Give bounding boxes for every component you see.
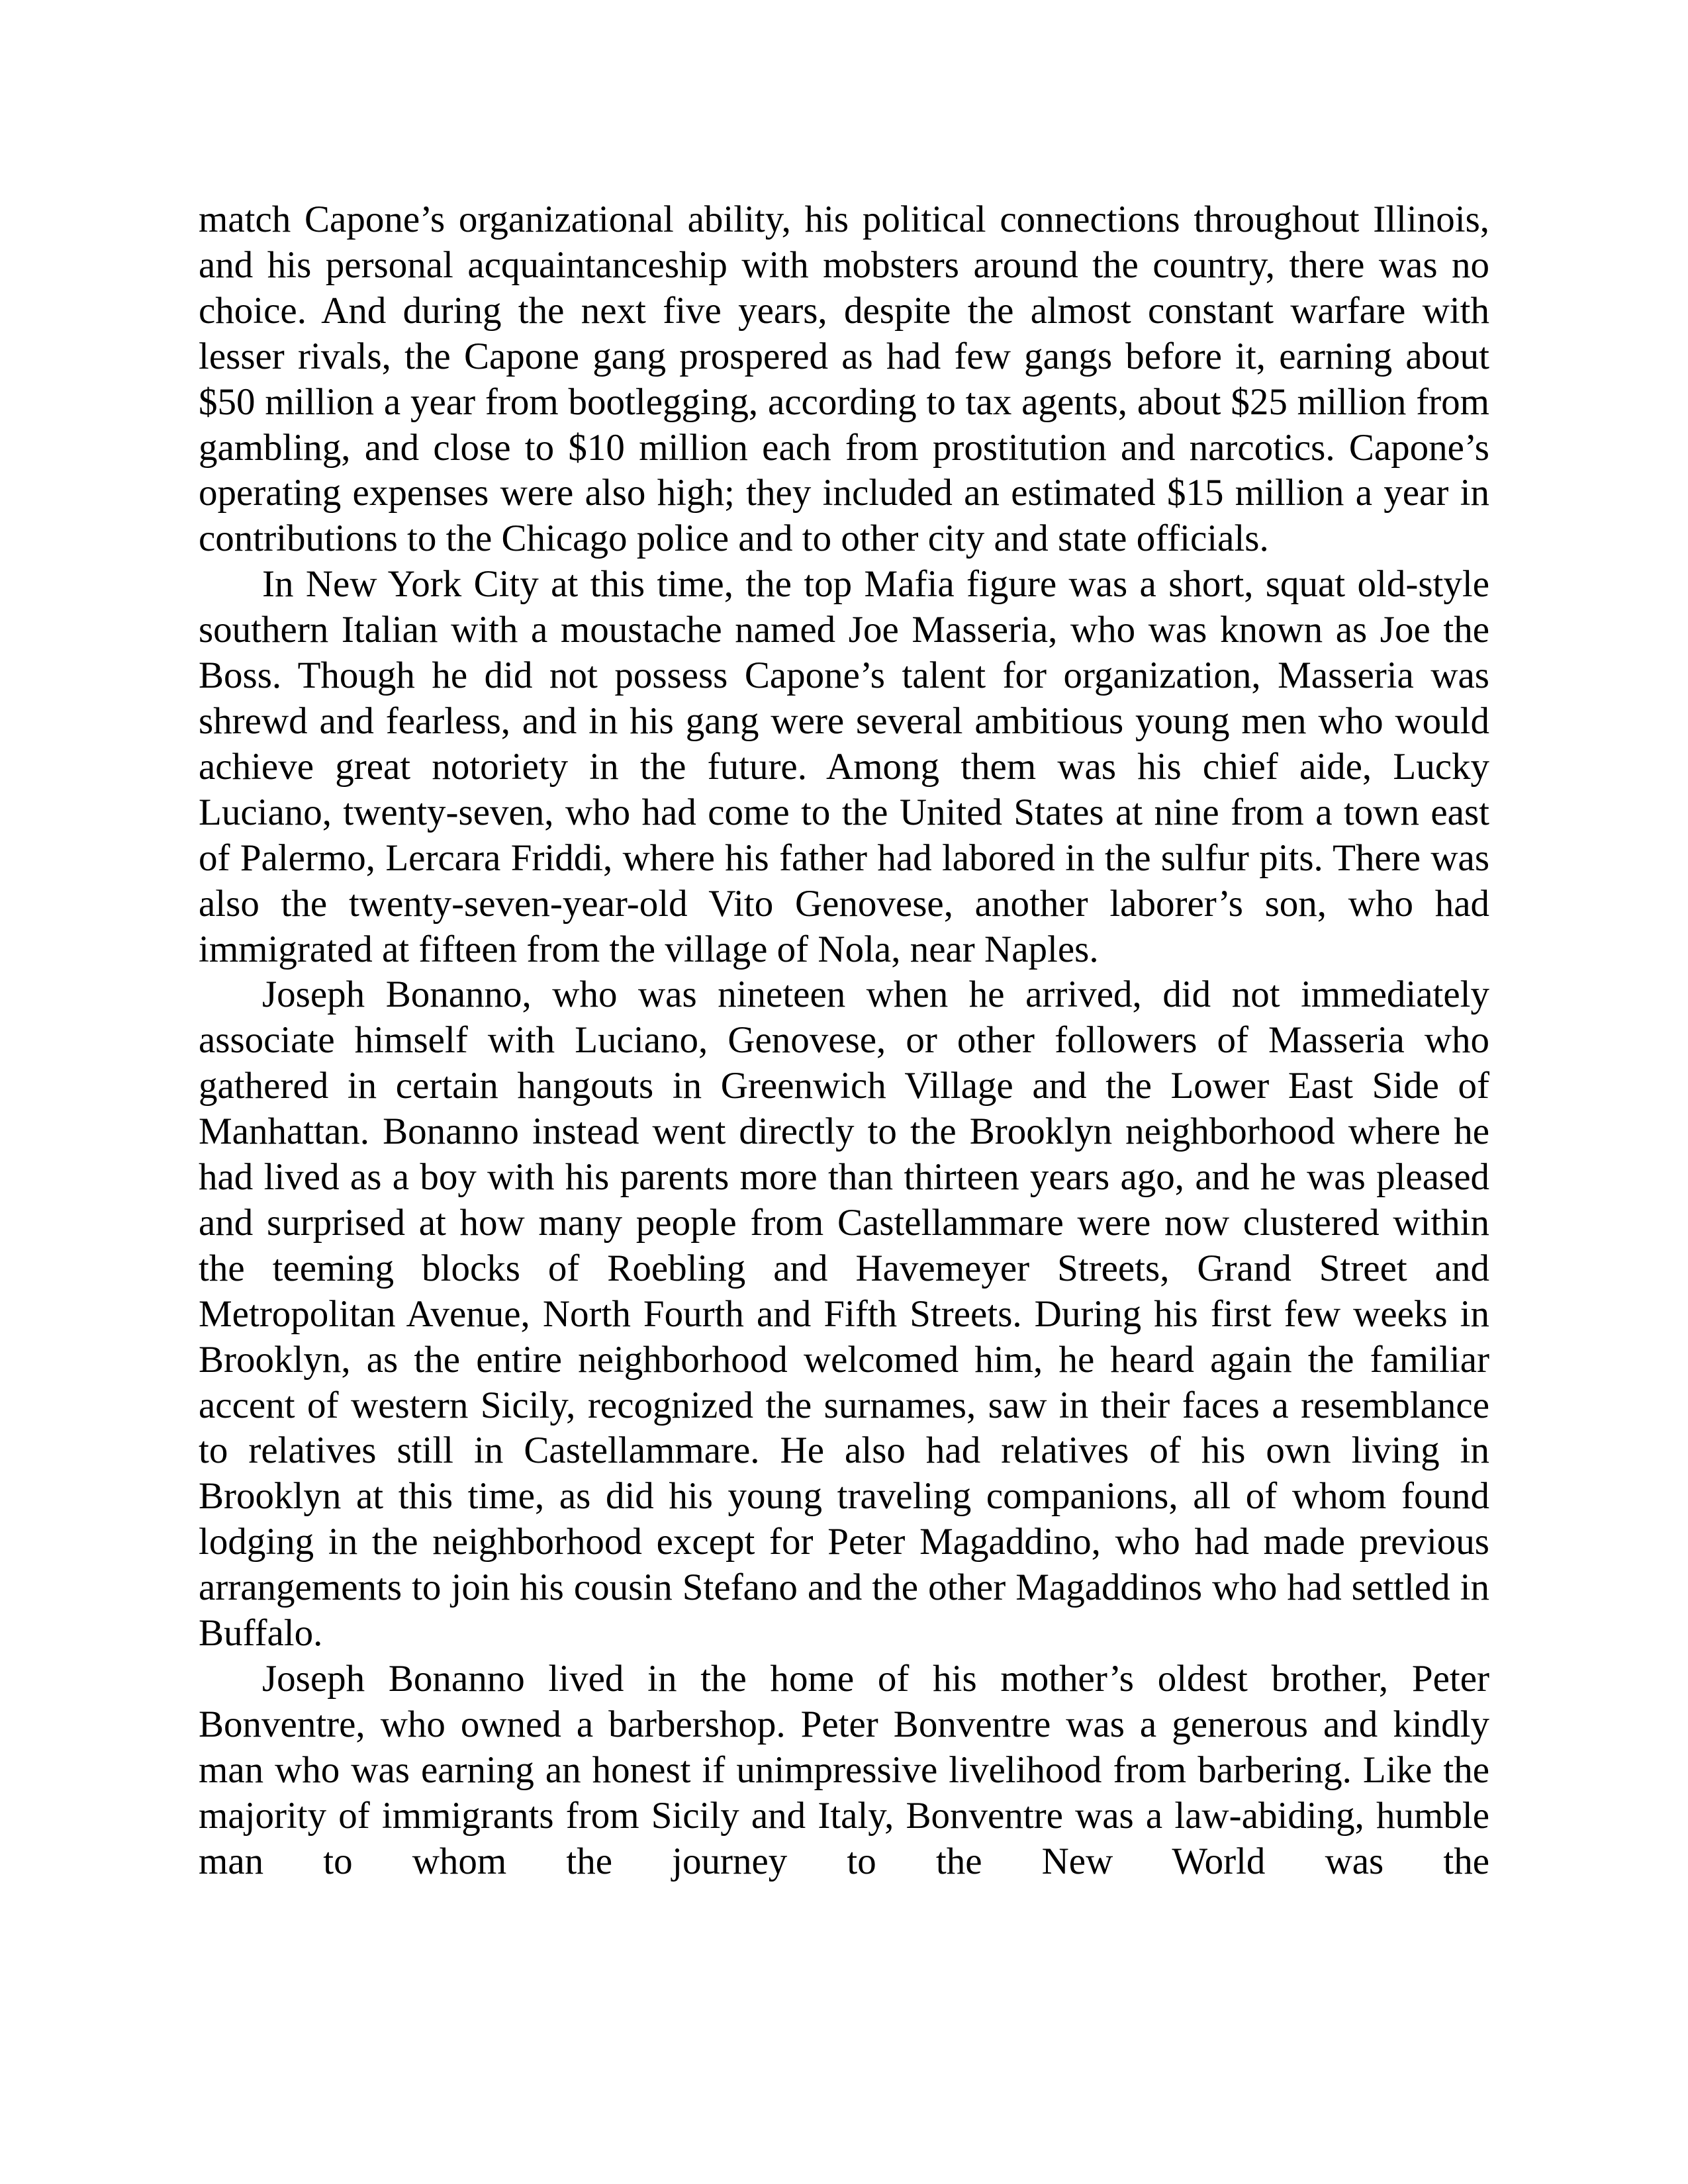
paragraph-bonventre-barbershop: Joseph Bonanno lived in the home of his mother’s oldest brother, Peter Bonventre, who owned a barbershop. Peter Bonventre was a generous and kindly man who was earning an honest if unimpressive livelihood from barbering. Like the majority of immigrants from Sicily and Italy, Bonventre was a law-abiding, humble man to whom the journey to the New World was the	[199, 1658, 1489, 1882]
page-body	[199, 197, 1489, 1885]
paragraph-capone-finances: match Capone’s organizational ability, his political connections throughout Illinois, and his personal acquaintanceship with mobsters around the country, there was no choice. And during the next five years, despite the almost constant warfare with lesser rivals, the Capone gang prospered as had few gangs before it, earning about $50 million a year from bootlegging, according to tax agents, about $25 million from gambling, and close to $10 million each from prostitution and narcotics. Capone’s operating expenses were also high; they included an estimated $15 million a year in contributions to the Chicago police and to other city and state officials.	[199, 199, 1489, 560]
paragraph-masseria-gang: In New York City at this time, the top Mafia figure was a short, squat old-style southern Italian with a moustache named Joe Masseria, who was known as Joe the Boss. Though he did not possess Capone’s talent for organization, Masseria was shrewd and fearless, and in his gang were several ambitious young men who would achieve great notoriety in the future. Among them was his chief aide, Lucky Luciano, twenty-seven, who had come to the United States at nine from a town east of Palermo, Lercara Friddi, where his father had labored in the sulfur pits. There was also the twenty-seven-year-old Vito Genovese, another laborer’s son, who had immigrated at fifteen from the village of Nola, near Naples.	[199, 563, 1489, 970]
paragraph-bonanno-brooklyn: Joseph Bonanno, who was nineteen when he arrived, did not immediately associate himself with Luciano, Genovese, or other followers of Masseria who gathered in certain hangouts in Greenwich Village and the Lower East Side of Manhattan. Bonanno instead went directly to the Brooklyn neighborhood where he had lived as a boy with his parents more than thirteen years ago, and he was pleased and surprised at how many people from Castellammare were now clustered within the teeming blocks of Roebling and Havemeyer Streets, Grand Street and Metropolitan Avenue, North Fourth and Fifth Streets. During his first few weeks in Brooklyn, as the entire neighborhood welcomed him, he heard again the familiar accent of western Sicily, recognized the surnames, saw in their faces a resemblance to relatives still in Castellammare. He also had relatives of his own living in Brooklyn at this time, as did his young traveling companions, all of whom found lodging in the neighborhood except for Peter Magaddino, who had made previous arrangements to join his cousin Stefano and the other Magaddinos who had settled in Buffalo.	[199, 974, 1489, 1655]
